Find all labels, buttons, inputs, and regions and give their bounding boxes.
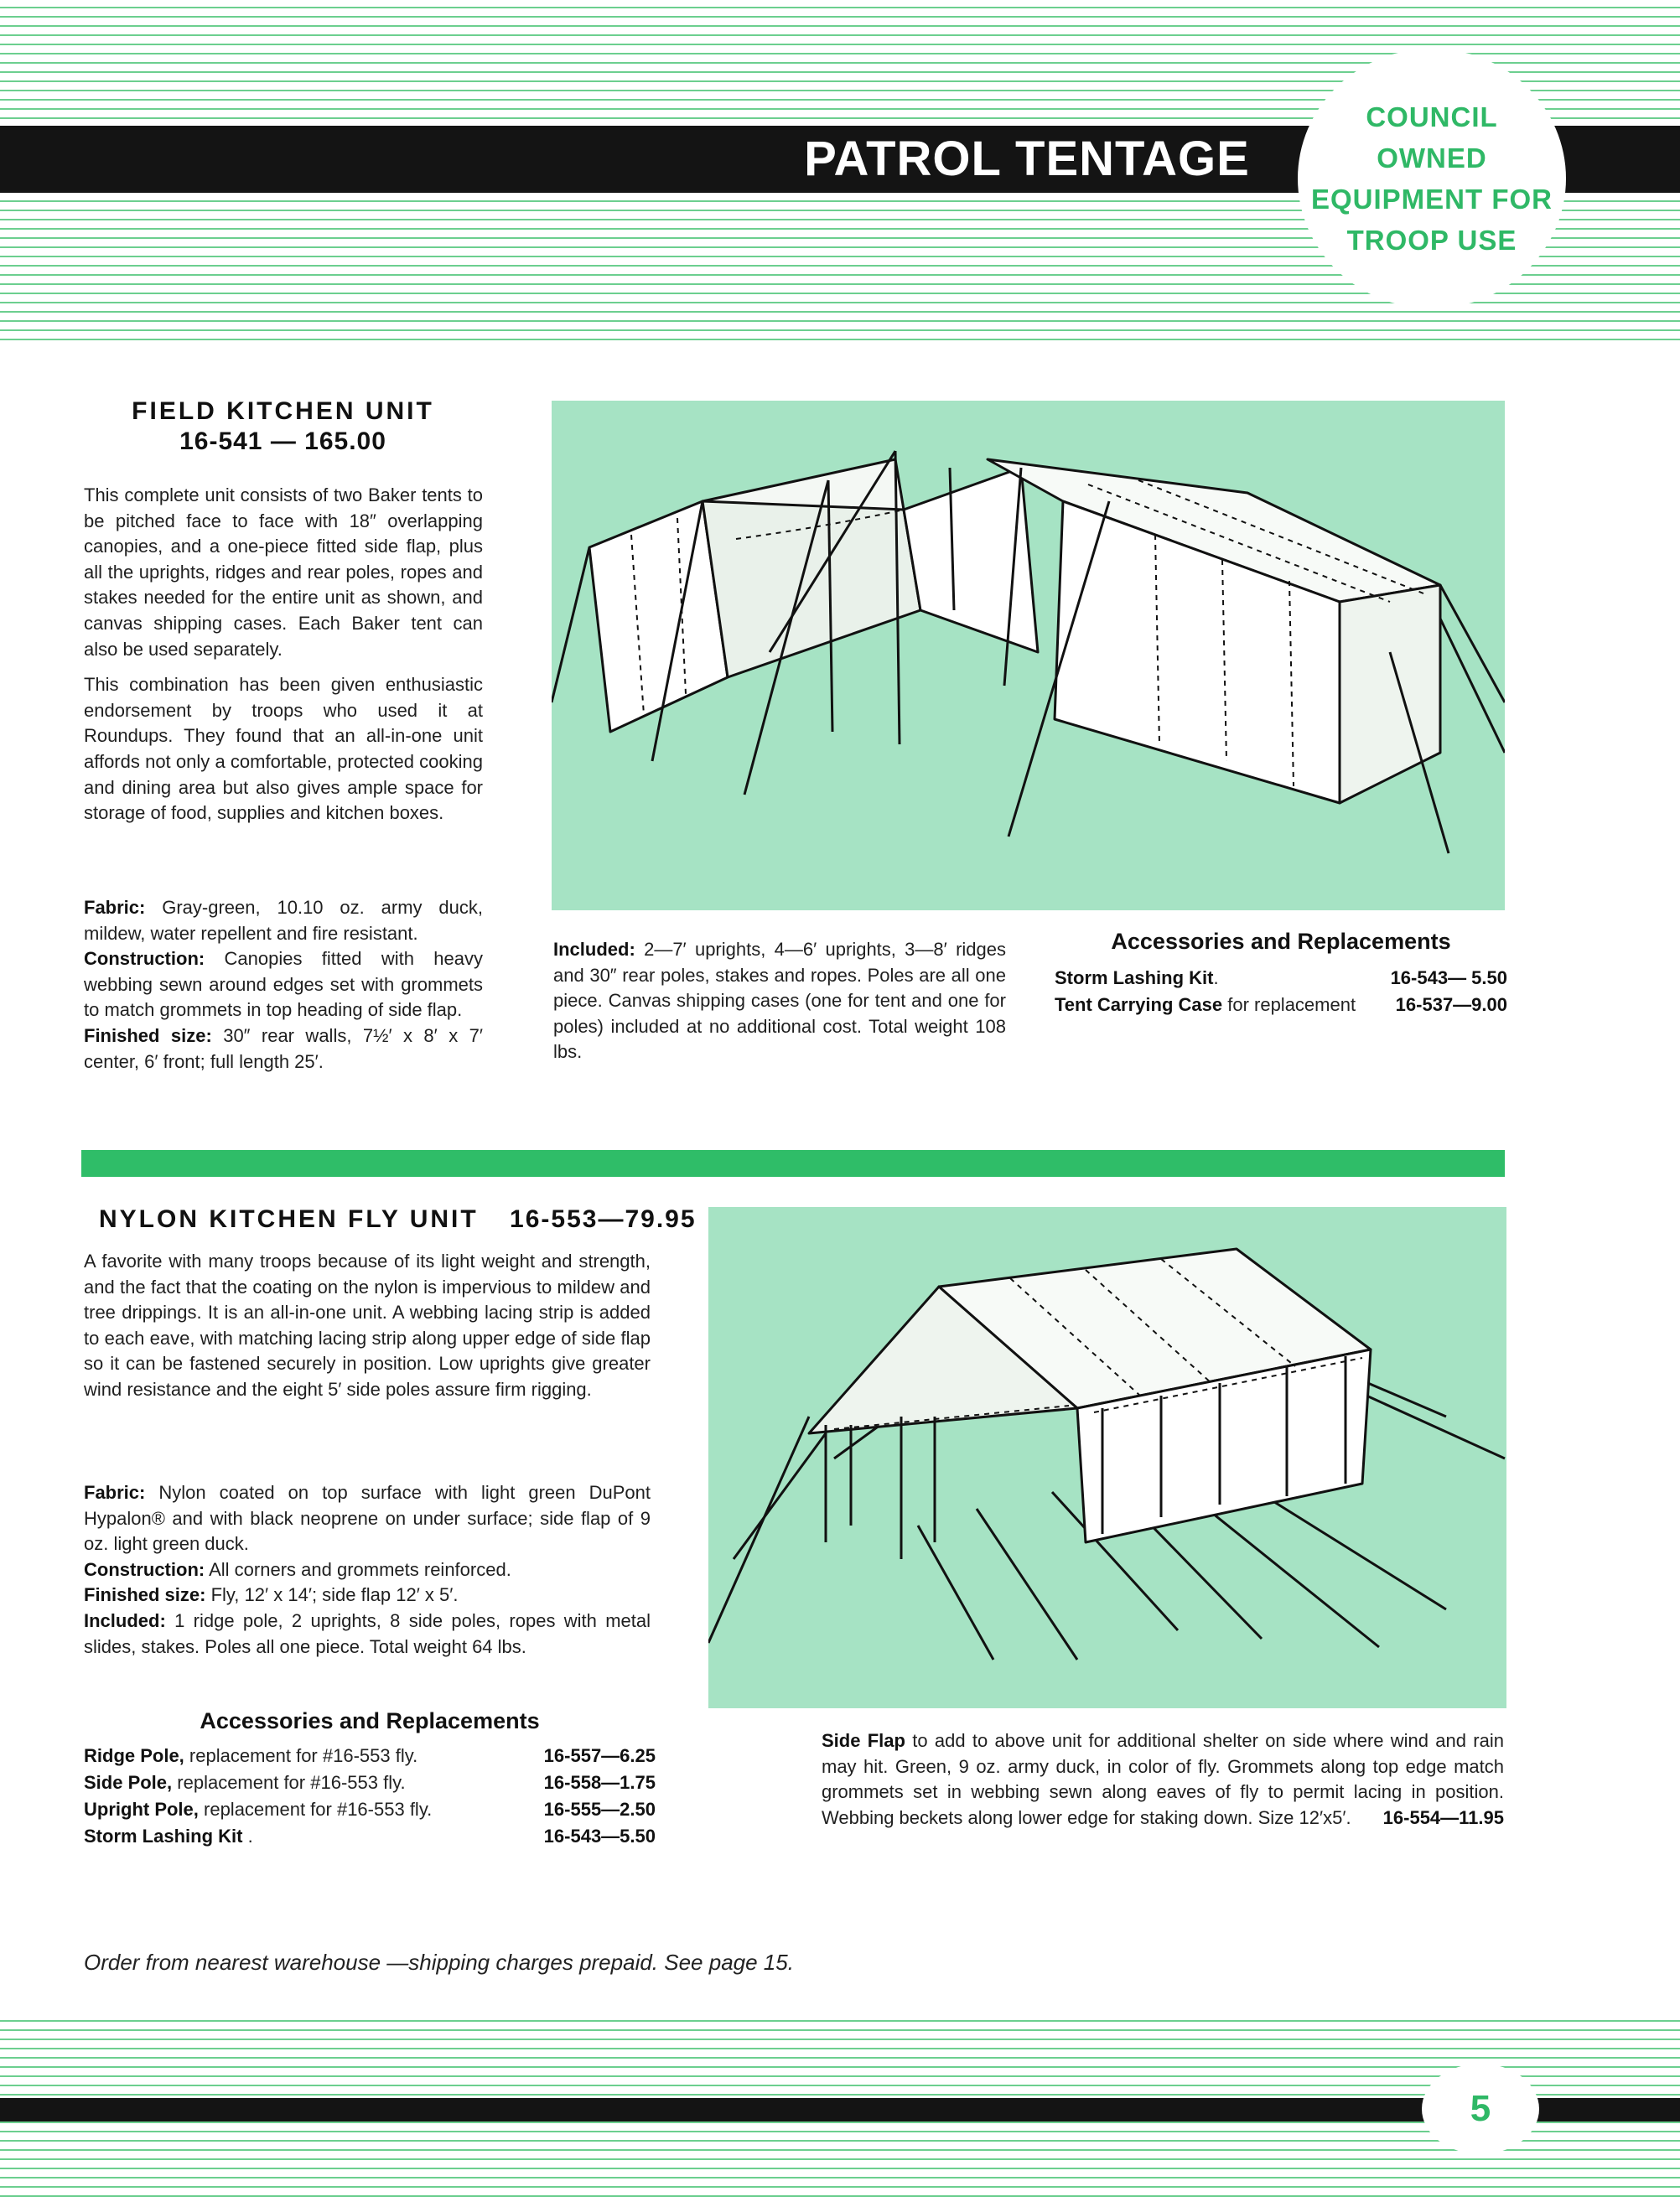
fabric-text: Nylon coated on top surface with light green DuPont Hypalon® and with black neoprene on under surface; side flap of 9 oz. light green duck.: [84, 1482, 651, 1555]
accessory-code: 16-557—6.25: [543, 1745, 656, 1766]
field-kitchen-code-price: 16-541 — 165.00: [179, 427, 386, 455]
accessory-row: [1055, 965, 1507, 992]
council-badge: [1298, 49, 1566, 308]
accessory-name: Upright Pole,: [84, 1799, 199, 1820]
page-title: PATROL TENTAGE: [804, 132, 1250, 186]
fabric-text: Gray-green, 10.10 oz. army duck, mildew, water repellent and fire resistant.: [84, 897, 483, 944]
fabric-label: Fabric:: [84, 897, 146, 918]
accessory-name: Storm Lashing Kit: [84, 1826, 243, 1847]
construction-label: Construction:: [84, 1558, 205, 1580]
accessory-row: [84, 1769, 656, 1796]
accessory-desc: .: [1213, 967, 1219, 988]
accessory-code: 16-537—9.00: [1395, 994, 1507, 1015]
accessory-row: [84, 1743, 656, 1769]
side-flap-description: [822, 1728, 1504, 1831]
nylon-fly-accessories: [84, 1708, 656, 1850]
accessory-code: 16-555—2.50: [543, 1799, 656, 1820]
accessory-name: Side Pole,: [84, 1772, 173, 1793]
field-kitchen-specs: [84, 895, 483, 1075]
nylon-fly-construction: [84, 1557, 651, 1583]
nylon-fly-paragraph-1: A favorite with many troops because of its light weight and strength, and the fact that the coating on the nylon is impervious to mildew and tree drippings. It is an all-in-one unit. A webbing lacing strip is added to each eave, with matching lacing strip along upper edge of side flap so it can be fastened securely in position. Low uprights give greater wind resistance and the eight 5′ side poles assure firm rigging.: [84, 1251, 651, 1400]
construction-text: Canopies fitted with heavy webbing sewn around edges set with grommets to match grommets in top heading of side flap.: [84, 948, 483, 1021]
construction-label: Construction:: [84, 948, 205, 970]
field-kitchen-title: FIELD KITCHEN UNIT: [132, 397, 434, 425]
accessory-desc: replacement for #16-553 fly.: [172, 1772, 406, 1793]
nylon-fly-heading: [99, 1205, 697, 1234]
nylon-fly-description: [84, 1249, 651, 1403]
field-kitchen-size: [84, 1023, 483, 1075]
size-text: Fly, 12′ x 14′; side flap 12′ x 5′.: [210, 1584, 459, 1606]
accessory-code: 16-558—1.75: [543, 1772, 656, 1793]
included-label: Included:: [553, 939, 635, 960]
order-note: Order from nearest warehouse —shipping charges prepaid. See page 15.: [84, 1950, 794, 1975]
side-flap-code: 16-554—11.95: [1382, 1807, 1504, 1829]
badge-line-2: OWNED: [1377, 142, 1487, 174]
nylon-fly-size: [84, 1583, 651, 1609]
side-flap-label: Side Flap: [822, 1730, 905, 1751]
accessory-code: 16-543—5.50: [543, 1826, 656, 1847]
badge-line-3: EQUIPMENT FOR: [1310, 184, 1553, 215]
accessory-desc: .: [242, 1826, 253, 1847]
field-kitchen-accessories: [1055, 929, 1507, 1018]
page-number: 5: [1470, 2088, 1491, 2129]
badge-line-4: TROOP USE: [1346, 225, 1517, 256]
accessory-desc: replacement for #16-553 fly.: [198, 1799, 433, 1820]
nylon-fly-included: [84, 1609, 651, 1660]
side-flap-text: to add to above unit for additional shelter on side where wind and rain may hit. Green, 9 oz. army duck, in color of fly. Grommets along top edge match grommets set in webbing sewn along eaves of fly to permit lacing in position. Webbing beckets along lower edge for staking down. Size 12′x5′.: [822, 1730, 1504, 1828]
accessories-heading: Accessories and Replacements: [200, 1708, 540, 1733]
field-kitchen-construction: [84, 946, 483, 1023]
construction-text: All corners and grommets reinforced.: [209, 1558, 511, 1580]
nylon-fly-specs: [84, 1480, 651, 1660]
accessory-desc: for replacement: [1222, 994, 1356, 1015]
page-number-badge: [1422, 2064, 1539, 2154]
accessory-row: [84, 1796, 656, 1823]
baker-tents-drawing: [552, 401, 1505, 910]
accessories-heading: Accessories and Replacements: [1111, 929, 1451, 954]
field-kitchen-paragraph-1: This complete unit consists of two Baker tents to be pitched face to face with 18″ overlapping canopies, and a one-piece fitted side flap, plus all the uprights, ridges and rear poles, ropes and stakes needed for the entire unit as shown, and canvas shipping cases. Each Baker tent can also be used separately.: [84, 484, 483, 660]
nylon-fly-title: NYLON KITCHEN FLY UNIT: [99, 1205, 479, 1233]
accessory-row: [1055, 992, 1507, 1018]
included-label: Included:: [84, 1609, 166, 1631]
included-text: 2—7′ uprights, 4—6′ uprights, 3—8′ ridges and 30″ rear poles, stakes and ropes. Poles are all one piece. Canvas shipping cases (one for tent and one for poles) included at no additional cost. Total weight 108 lbs.: [553, 939, 1006, 1063]
accessory-desc: replacement for #16-553 fly.: [184, 1745, 418, 1766]
field-kitchen-included: [553, 937, 1006, 1065]
fabric-label: Fabric:: [84, 1482, 146, 1503]
included-text: 1 ridge pole, 2 uprights, 8 side poles, ropes with metal slides, stakes. Poles all one piece. Total weight 64 lbs.: [84, 1609, 651, 1657]
field-kitchen-illustration: [552, 401, 1505, 910]
accessory-name: Ridge Pole,: [84, 1745, 184, 1766]
section-divider: [81, 1150, 1505, 1177]
field-kitchen-description: [84, 483, 483, 826]
accessory-name: Tent Carrying Case: [1055, 994, 1223, 1015]
kitchen-fly-drawing: [708, 1207, 1506, 1708]
nylon-fly-illustration: [708, 1207, 1506, 1708]
field-kitchen-paragraph-2: This combination has been given enthusiastic endorsement by troops who used it at Roundups. They found that an all-in-one unit affords not only a comfortable, protected cooking and dining area but also gives ample space for storage of food, supplies and kitchen boxes.: [84, 674, 483, 824]
badge-line-1: COUNCIL: [1366, 101, 1498, 132]
accessory-name: Storm Lashing Kit: [1055, 967, 1214, 988]
size-text: 30″ rear walls, 7½′ x 8′ x 7′ center, 6′ front; full length 25′.: [84, 1024, 483, 1072]
nylon-fly-fabric: [84, 1480, 651, 1557]
nylon-fly-code-price: 16-553—79.95: [510, 1205, 697, 1233]
size-label: Finished size:: [84, 1584, 206, 1606]
field-kitchen-fabric: [84, 895, 483, 946]
accessory-row: [84, 1823, 656, 1850]
size-label: Finished size:: [84, 1024, 212, 1046]
accessory-code: 16-543— 5.50: [1390, 967, 1507, 988]
